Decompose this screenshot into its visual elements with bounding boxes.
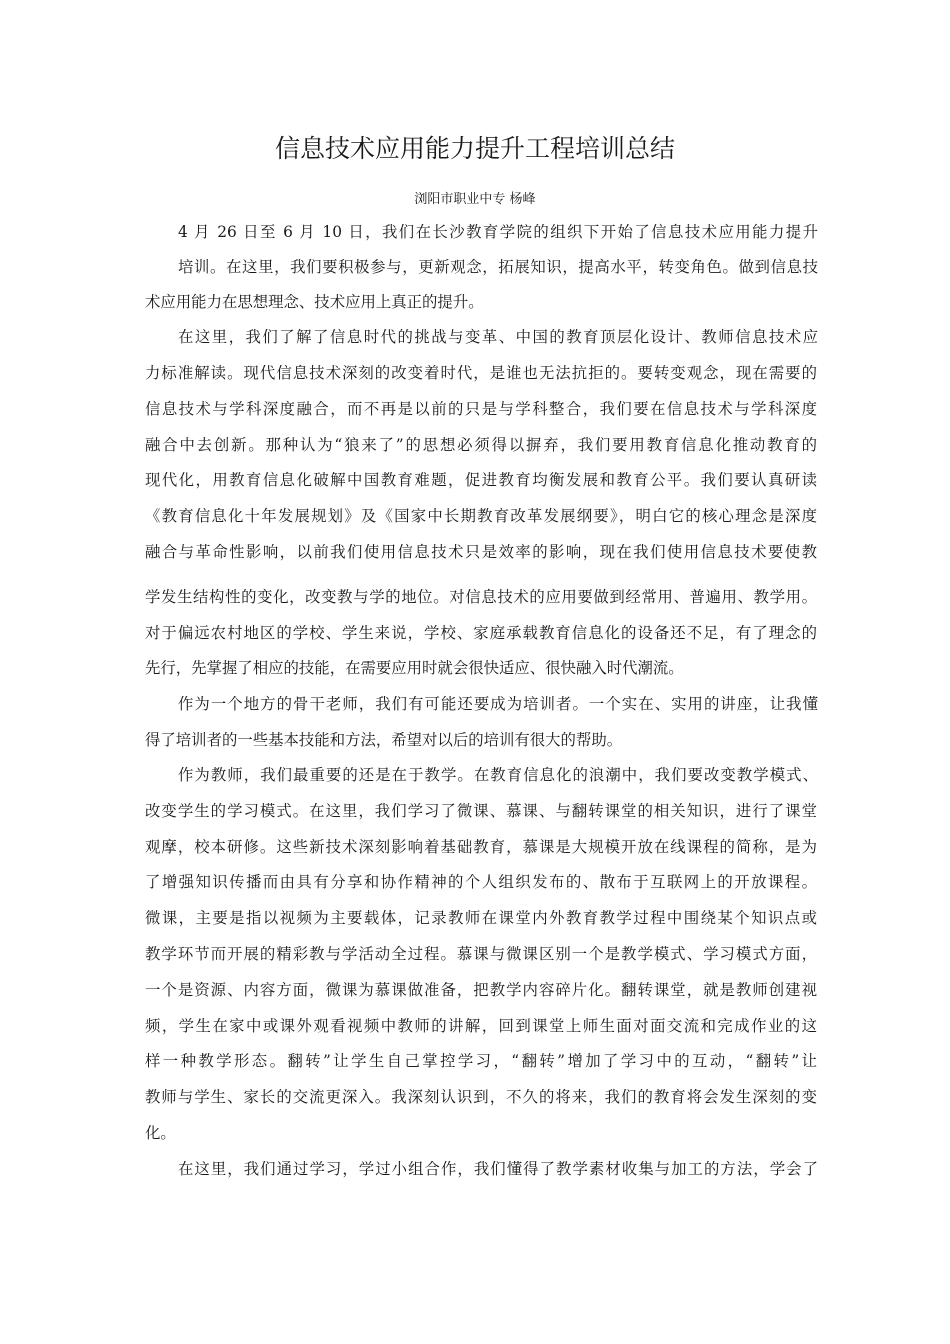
text-line: 现代化，用教育信息化破解中国教育难题，促进教育均衡发展和教育公平。我们要认真研读 bbox=[145, 471, 817, 489]
text-line: 教学环节而开展的精彩教与学活动全过程。慕课与微课区别一个是教学模式、学习模式方面， bbox=[145, 945, 817, 963]
text-line: 培训。在这里，我们要积极参与，更新观念，拓展知识，提高水平，转变角色。做到信息技 bbox=[178, 258, 818, 276]
text-line: 在这里，我们通过学习，学过小组合作，我们懂得了教学素材收集与加工的方法，学会了 bbox=[178, 1160, 818, 1178]
text-line: 术应用能力在思想理念、技术应用上真正的提升。 bbox=[145, 293, 484, 311]
text-line: 先行，先掌握了相应的技能，在需要应用时就会很快适应、很快融入时代潮流。 bbox=[145, 659, 684, 677]
text-line: 在这里，我们了解了信息时代的挑战与变革、中国的教育顶层化设计、教师信息技术应 bbox=[178, 328, 818, 346]
text-line: 力标准解读。现代信息技术深刻的改变着时代，是谁也无法抗拒的。要转变观念，现在需要的 bbox=[145, 364, 817, 382]
text-line: 《教育信息化十年发展规划》及《国家中长期教育改革发展纲要》，明白它的核心理念是深度 bbox=[145, 507, 817, 525]
text-line: 频，学生在家中或课外观看视频中教师的讲解，回到课堂上师生面对面交流和完成作业的这 bbox=[145, 1017, 817, 1035]
text-line: 4 月 26 日至 6 月 10 日，我们在长沙教育学院的组织下开始了信息技术应用能力提升 bbox=[178, 223, 818, 241]
text-line: 作为一个地方的骨干老师，我们有可能还要成为培训者。一个实在、实用的讲座，让我懂 bbox=[178, 695, 818, 713]
text-line: 信息技术与学科深度融合，而不再是以前的只是与学科整合，我们要在信息技术与学科深度 bbox=[145, 400, 817, 418]
document-author: 浏阳市职业中专 杨峰 bbox=[414, 192, 536, 207]
text-line: 化。 bbox=[145, 1124, 176, 1142]
text-line: 融合与革命性影响，以前我们使用信息技术只是效率的影响，现在我们使用信息技术要使教 bbox=[145, 543, 817, 561]
text-line: 得了培训者的一些基本技能和方法，希望对以后的培训有很大的帮助。 bbox=[145, 731, 623, 749]
document-title: 信息技术应用能力提升工程培训总结 bbox=[274, 134, 675, 163]
text-line: 微课，主要是指以视频为主要载体，记录教师在课堂内外教育教学过程中围绕某个知识点或 bbox=[145, 909, 817, 927]
text-line: 对于偏远农村地区的学校、学生来说，学校、家庭承载教育信息化的设备还不足，有了理念的 bbox=[145, 624, 817, 642]
text-line: 样一种教学形态。翻转”让学生自己掌控学习，“翻转”增加了学习中的互动，“翻转”让 bbox=[145, 1052, 817, 1070]
text-line: 改变学生的学习模式。在这里，我们学习了微课、慕课、与翻转课堂的相关知识，进行了课堂 bbox=[145, 802, 817, 820]
text-line: 了增强知识传播而由具有分享和协作精神的个人组织发布的、散布于互联网上的开放课程。 bbox=[145, 873, 817, 891]
text-line: 观摩，校本研修。这些新技术深刻影响着基础教育，慕课是大规模开放在线课程的简称，是为 bbox=[145, 838, 817, 856]
text-line: 作为教师，我们最重要的还是在于教学。在教育信息化的浪潮中，我们要改变教学模式、 bbox=[178, 766, 818, 784]
text-line: 教师与学生、家长的交流更深入。我深刻认识到，不久的将来，我们的教育将会发生深刻的变 bbox=[145, 1088, 817, 1106]
text-line: 学发生结构性的变化，改变教与学的地位。对信息技术的应用要做到经常用、普遍用、教学用。 bbox=[145, 588, 817, 606]
text-line: 融合中去创新。那种认为“狼来了”的思想必须得以摒弃，我们要用教育信息化推动教育的 bbox=[145, 436, 817, 454]
text-line: 一个是资源、内容方面，微课为慕课做准备，把教学内容碎片化。翻转课堂，就是教师创建视 bbox=[145, 981, 817, 999]
